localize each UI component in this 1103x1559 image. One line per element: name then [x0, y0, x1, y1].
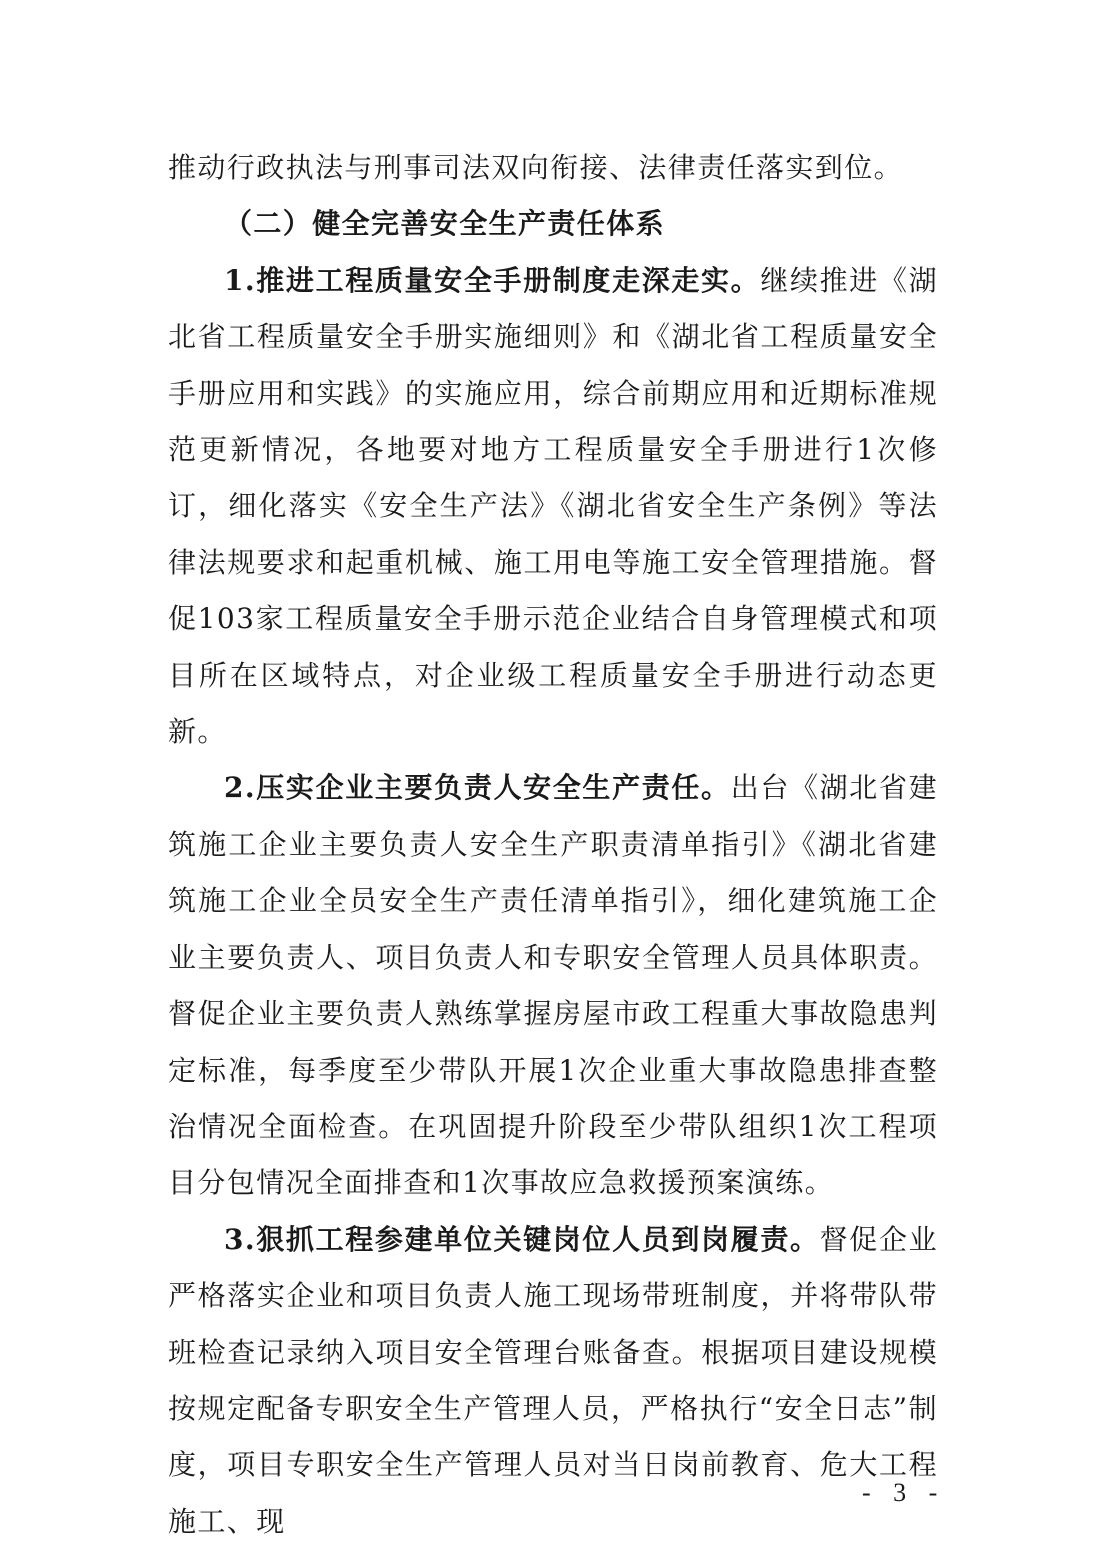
- page-number: - 3 -: [862, 1478, 946, 1507]
- body-text: [168, 140, 938, 1550]
- intro-paragraph-tail: 推动行政执法与刑事司法双向衔接、法律责任落实到位。: [168, 151, 904, 184]
- item-1-title: 1.推进工程质量安全手册制度走深走实。: [224, 263, 761, 297]
- item-3-title: 3.狠抓工程参建单位关键岗位人员到岗履责。: [224, 1222, 820, 1256]
- item-2-paragraph: [168, 760, 938, 1211]
- item-1-paragraph: [168, 253, 938, 761]
- section-heading: （二）健全完善安全生产责任体系: [224, 207, 666, 241]
- item-2-title: 2.压实企业主要负责人安全生产责任。: [224, 771, 731, 805]
- item-1-body: 继续推进《湖北省工程质量安全手册实施细则》和《湖北省工程质量安全手册应用和实践》的实施应用，综合前期应用和近期标准规范更新情况，各地要对地方工程质量安全手册进行1次修订，细化落实《安全生产法》《湖北省安全生产条例》等法律法规要求和起重机械、施工用电等施工安全管理措施。督促103家工程质量安全手册示范企业结合自身管理模式和项目所在区域特点，对企业级工程质量安全手册进行动态更新。: [168, 263, 938, 749]
- item-3-body: 督促企业严格落实企业和项目负责人施工现场带班制度，并将带队带班检查记录纳入项目安全管理台账备查。根据项目建设规模按规定配备专职安全生产管理人员，严格执行“安全日志”制度，项目专职安全生产管理人员对当日岗前教育、危大工程施工、现: [168, 1222, 938, 1538]
- item-2-body: 出台《湖北省建筑施工企业主要负责人安全生产职责清单指引》《湖北省建筑施工企业全员安全生产责任清单指引》，细化建筑施工企业主要负责人、项目负责人和专职安全管理人员具体职责。督促企业主要负责人熟练掌握房屋市政工程重大事故隐患判定标准，每季度至少带队开展1次企业重大事故隐患排查整治情况全面检查。在巩固提升阶段至少带队组织1次工程项目分包情况全面排查和1次事故应急救援预案演练。: [168, 771, 938, 1200]
- item-3-paragraph: [168, 1212, 938, 1550]
